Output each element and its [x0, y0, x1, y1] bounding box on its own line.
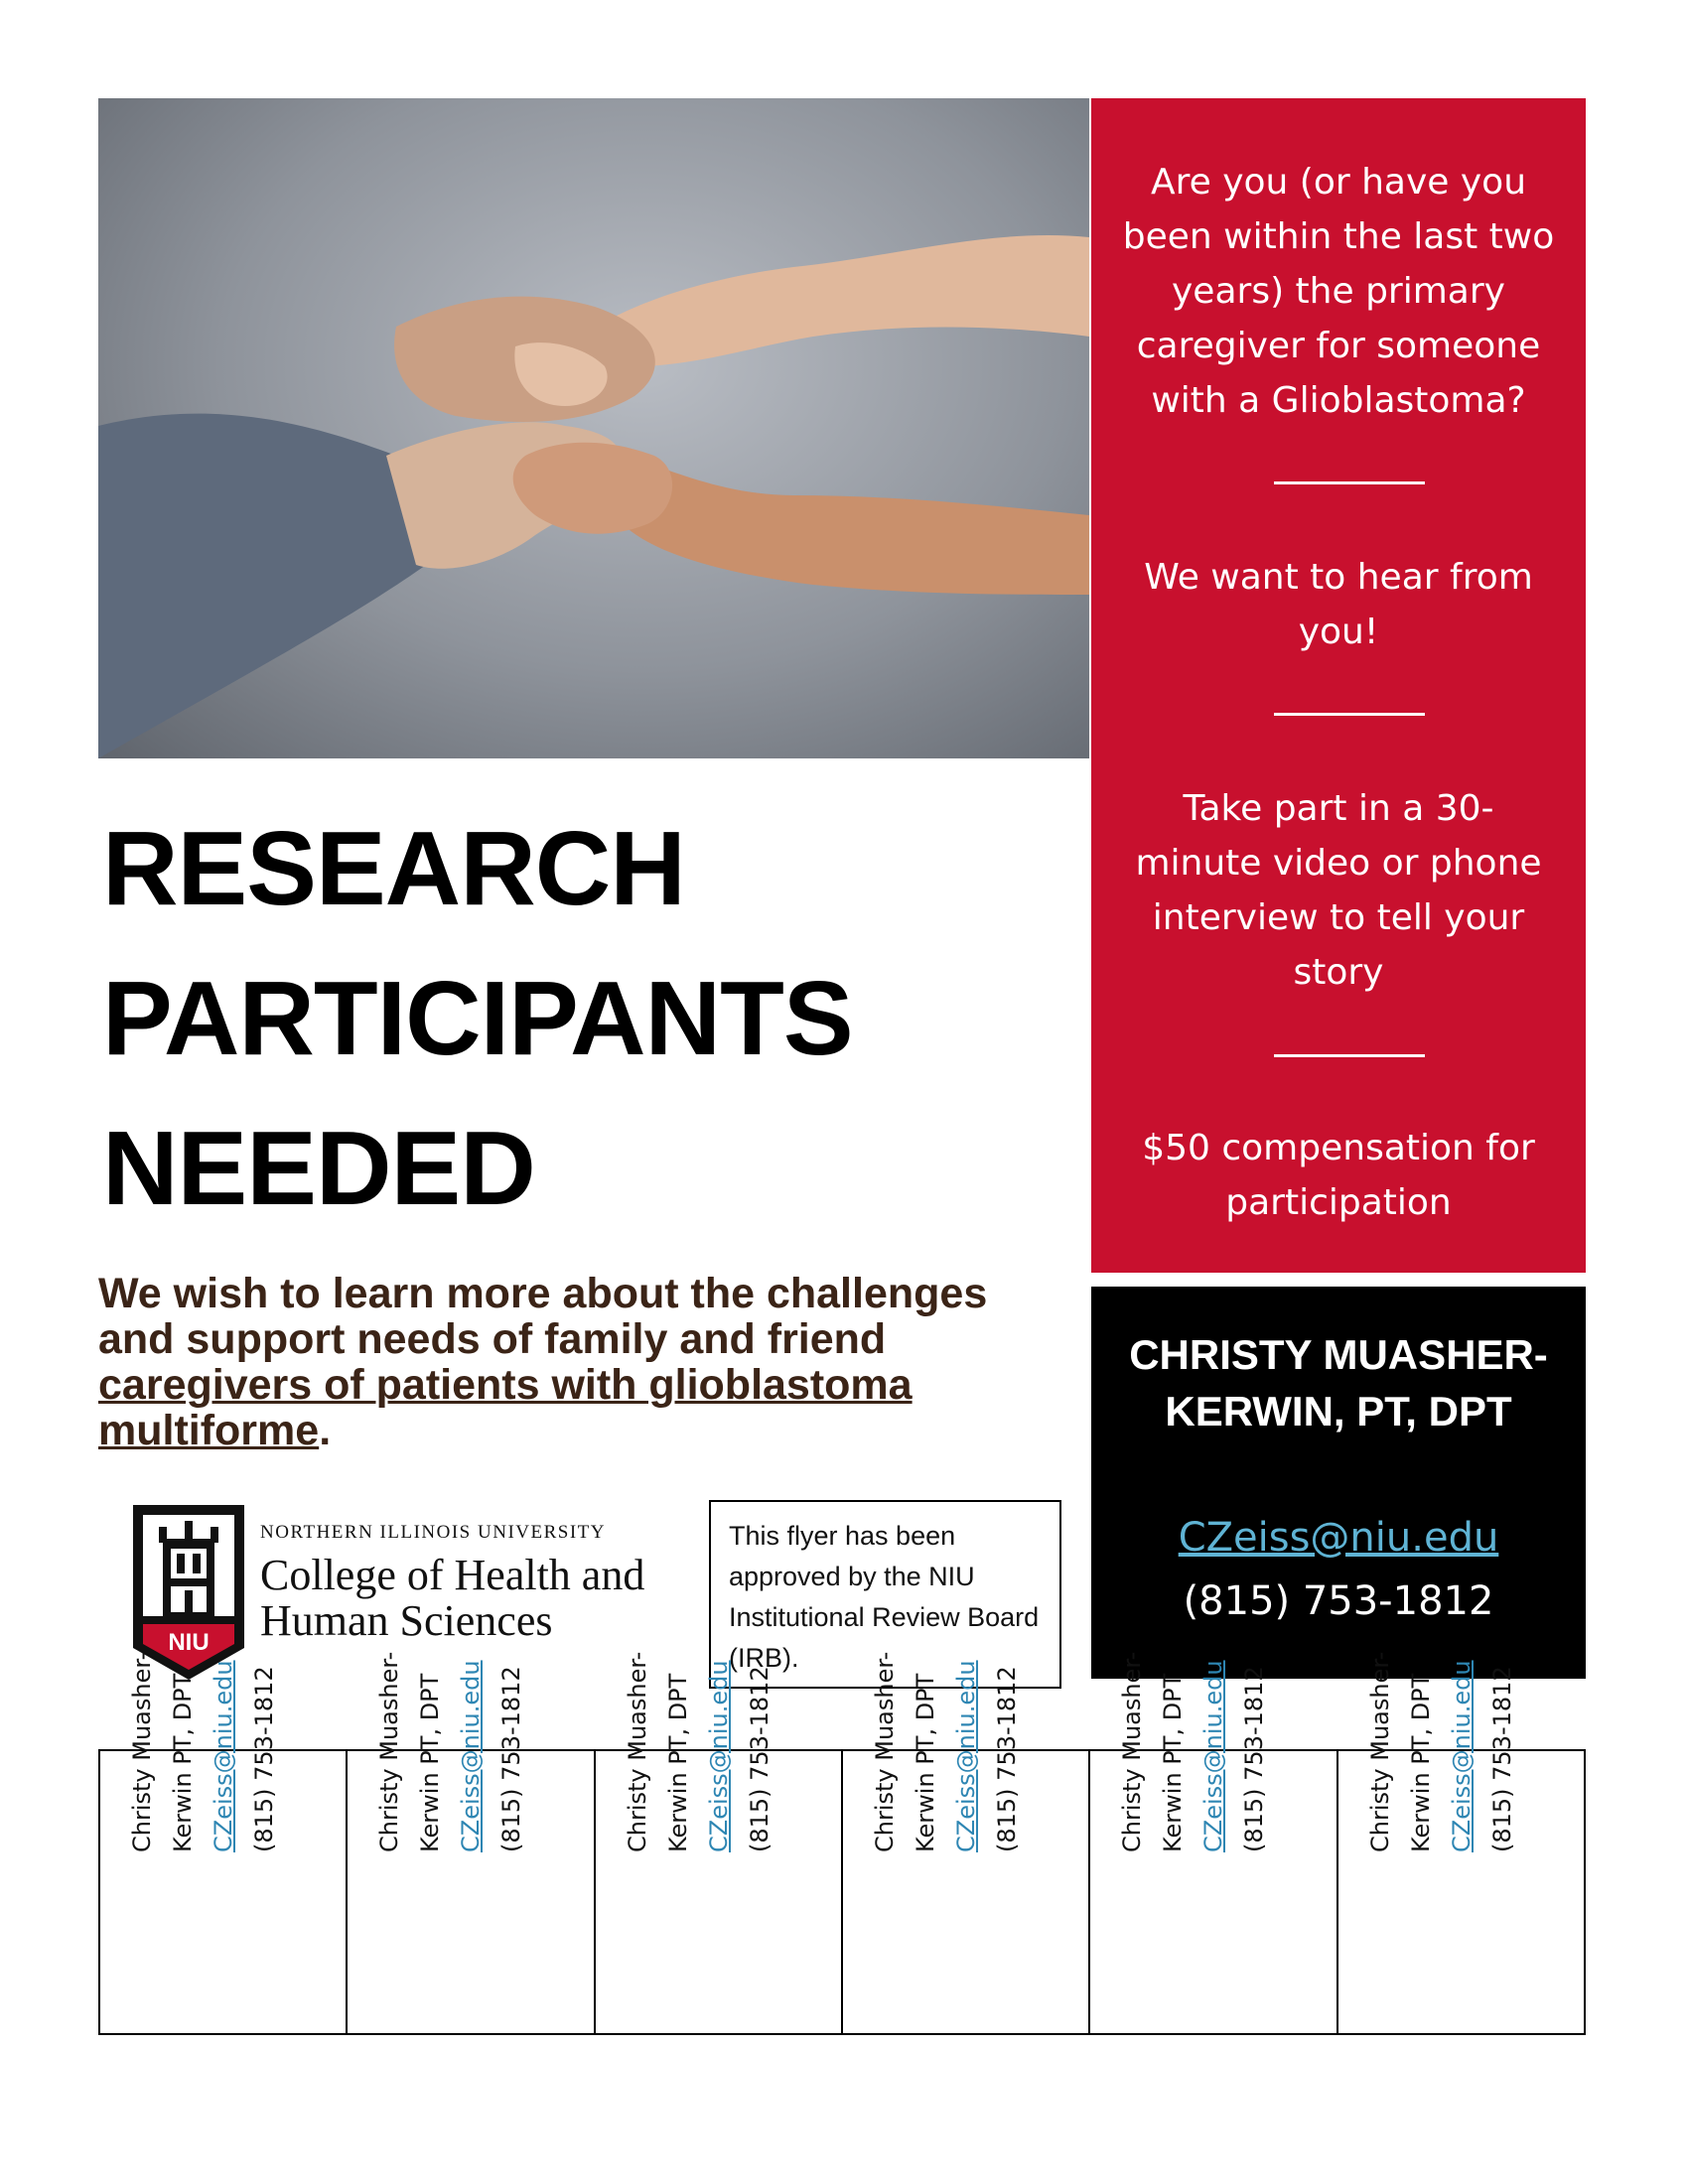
- tab-email-link[interactable]: CZeiss@niu.edu: [704, 1660, 733, 1852]
- tear-off-text: [1360, 1604, 1523, 1852]
- tear-off-text: [618, 1604, 780, 1852]
- tab-phone: (815) 753-1812: [1487, 1666, 1516, 1852]
- study-description: [98, 1271, 1052, 1453]
- tab-name-line: Christy Muasher-: [870, 1651, 899, 1852]
- tab-name-line: Kerwin PT, DPT: [169, 1673, 197, 1852]
- logo-badge-text: NIU: [168, 1629, 210, 1656]
- tab-email-link[interactable]: CZeiss@niu.edu: [457, 1660, 486, 1852]
- tear-off-tab[interactable]: [1338, 1651, 1584, 2033]
- tear-off-text: [122, 1604, 285, 1852]
- divider: [1274, 713, 1425, 716]
- info-panel: [1091, 98, 1586, 1273]
- tab-email-link[interactable]: CZeiss@niu.edu: [210, 1660, 237, 1852]
- tab-email-link[interactable]: CZeiss@niu.edu: [951, 1660, 980, 1852]
- tab-name-line: Christy Muasher-: [128, 1651, 156, 1852]
- contact-name-line: CHRISTY MUASHER-: [1129, 1331, 1548, 1378]
- caregiver-question: Are you (or have you been within the last two years) the primary caregiver for someone with a Glioblastoma?: [1122, 162, 1555, 421]
- page-title: [102, 794, 853, 1244]
- tear-off-tab[interactable]: [596, 1651, 843, 2033]
- tab-phone: (815) 753-1812: [250, 1666, 278, 1852]
- tab-name-line: Kerwin PT, DPT: [911, 1673, 939, 1852]
- tab-name-line: Christy Muasher-: [1365, 1651, 1394, 1852]
- description-text: We wish to learn more about the challenges and support needs of family and friend: [98, 1270, 988, 1363]
- title-line: NEEDED: [102, 1110, 535, 1227]
- tab-phone: (815) 753-1812: [992, 1666, 1021, 1852]
- tab-name-line: Christy Muasher-: [1118, 1651, 1147, 1852]
- irb-notice: This flyer has been approved by the NIU Institutional Review Board (IRB).: [709, 1500, 1061, 1689]
- divider: [1274, 1054, 1425, 1057]
- title-line: RESEARCH: [102, 810, 685, 927]
- tab-phone: (815) 753-1812: [1240, 1666, 1269, 1852]
- interview-info: Take part in a 30-minute video or phone interview to tell your story: [1135, 788, 1542, 993]
- title-line: PARTICIPANTS: [102, 960, 853, 1077]
- tab-name-line: Christy Muasher-: [623, 1651, 651, 1852]
- tab-email-link[interactable]: CZeiss@niu.edu: [1447, 1660, 1476, 1852]
- contact-phone: (815) 753-1812: [1183, 1578, 1494, 1624]
- tab-name-line: Kerwin PT, DPT: [1159, 1673, 1188, 1852]
- compensation-info: $50 compensation for participation: [1142, 1128, 1535, 1223]
- contact-name: [1091, 1326, 1586, 1439]
- tear-off-tab[interactable]: [348, 1651, 595, 2033]
- college-line: College of Health and: [260, 1551, 645, 1599]
- tab-name-line: Kerwin PT, DPT: [663, 1673, 692, 1852]
- tear-off-text: [369, 1604, 532, 1852]
- tear-off-tab[interactable]: [1090, 1651, 1337, 2033]
- university-name: NORTHERN ILLINOIS UNIVERSITY: [260, 1522, 606, 1543]
- tab-email-link[interactable]: CZeiss@niu.edu: [1199, 1660, 1228, 1852]
- description-period: .: [319, 1407, 332, 1454]
- tab-phone: (815) 753-1812: [745, 1666, 774, 1852]
- hear-from-you: We want to hear from you!: [1144, 557, 1533, 652]
- tear-off-text: [1112, 1604, 1275, 1852]
- tear-off-strip: [98, 1651, 1586, 2035]
- tab-name-line: Kerwin PT, DPT: [1406, 1673, 1435, 1852]
- holding-hands-photo: [98, 98, 1089, 758]
- contact-email-link[interactable]: CZeiss@niu.edu: [1178, 1515, 1499, 1561]
- hands-illustration: [98, 98, 1089, 758]
- college-line: Human Sciences: [260, 1596, 553, 1645]
- description-emphasis: caregivers of patients with glioblastoma multiforme: [98, 1361, 913, 1454]
- tab-name-line: Christy Muasher-: [375, 1651, 404, 1852]
- tab-name-line: Kerwin PT, DPT: [416, 1673, 445, 1852]
- divider: [1274, 481, 1425, 484]
- tear-off-text: [865, 1604, 1028, 1852]
- tab-phone: (815) 753-1812: [497, 1666, 526, 1852]
- tear-off-tab[interactable]: [843, 1651, 1090, 2033]
- contact-name-line: KERWIN, PT, DPT: [1165, 1388, 1512, 1434]
- tear-off-tab[interactable]: [100, 1651, 348, 2033]
